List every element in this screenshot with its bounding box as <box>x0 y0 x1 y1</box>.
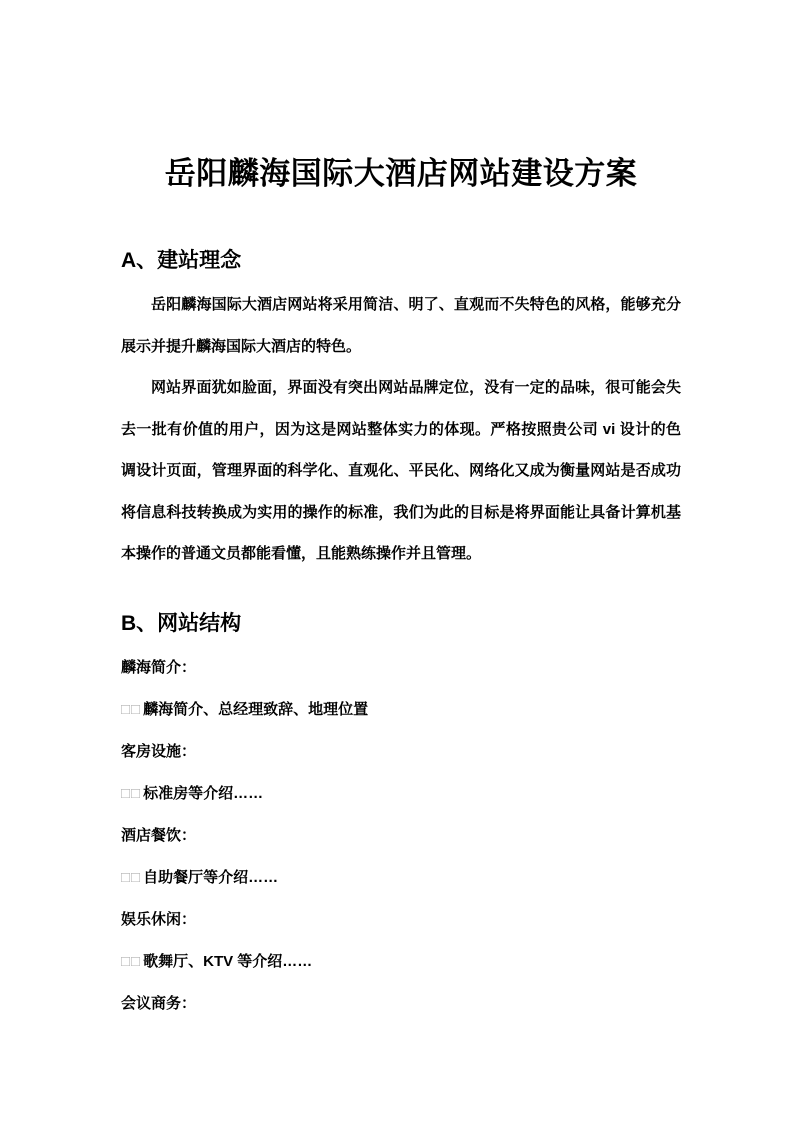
section-a-paragraphs <box>121 284 681 575</box>
missing-glyph-boxes: □□ <box>121 784 142 802</box>
subsection-label: 酒店餐饮： <box>121 826 197 844</box>
subsection-content-item <box>121 857 681 899</box>
subsection-label: 客房设施： <box>121 742 197 760</box>
section-b-heading: B、网站结构 <box>121 611 242 635</box>
subsection-content-item <box>121 689 681 731</box>
subsection-content-text: 歌舞厅、KTV 等介绍…… <box>143 952 313 970</box>
subsection-content-text: 麟海简介、总经理致辞、地理位置 <box>143 700 369 718</box>
section-site-structure <box>121 609 681 1025</box>
section-a-heading: A、建站理念 <box>121 249 242 272</box>
subsection-content-item <box>121 941 681 983</box>
missing-glyph-boxes: □□ <box>121 700 142 718</box>
subsection-content-text: 标准房等介绍…… <box>143 784 264 802</box>
paragraph: 岳阳麟海国际大酒店网站将采用简洁、明了、直观而不失特色的风格，能够充分展示并提升麟海国际大酒店的特色。 <box>121 296 681 355</box>
subsection-content-item <box>121 773 681 815</box>
subsection-label: 娱乐休闲： <box>121 910 197 928</box>
section-build-concept <box>121 246 681 575</box>
paragraph: 网站界面犹如脸面，界面没有突出网站品牌定位，没有一定的品味，很可能会失去一批有价值的用户，因为这是网站整体实力的体现。严格按照贵公司 vi 设计的色调设计页面，管理界面的科学化、直观化、平民化、网络化又成为衡量网站是否成功将信息科技转换成为实用的操作的标准，我们为此的目标是将界面能让具备计算机基本操作的普通文员都能看懂，且能熟练操作并且管理。 <box>121 379 681 562</box>
missing-glyph-boxes: □□ <box>121 868 142 886</box>
document-title: 岳阳麟海国际大酒店网站建设方案 <box>164 156 638 191</box>
subsection-label: 麟海简介： <box>121 658 197 676</box>
subsection-label: 会议商务： <box>121 994 197 1012</box>
site-structure-list <box>121 647 681 1025</box>
missing-glyph-boxes: □□ <box>121 952 142 970</box>
subsection-content-text: 自助餐厅等介绍…… <box>143 868 279 886</box>
